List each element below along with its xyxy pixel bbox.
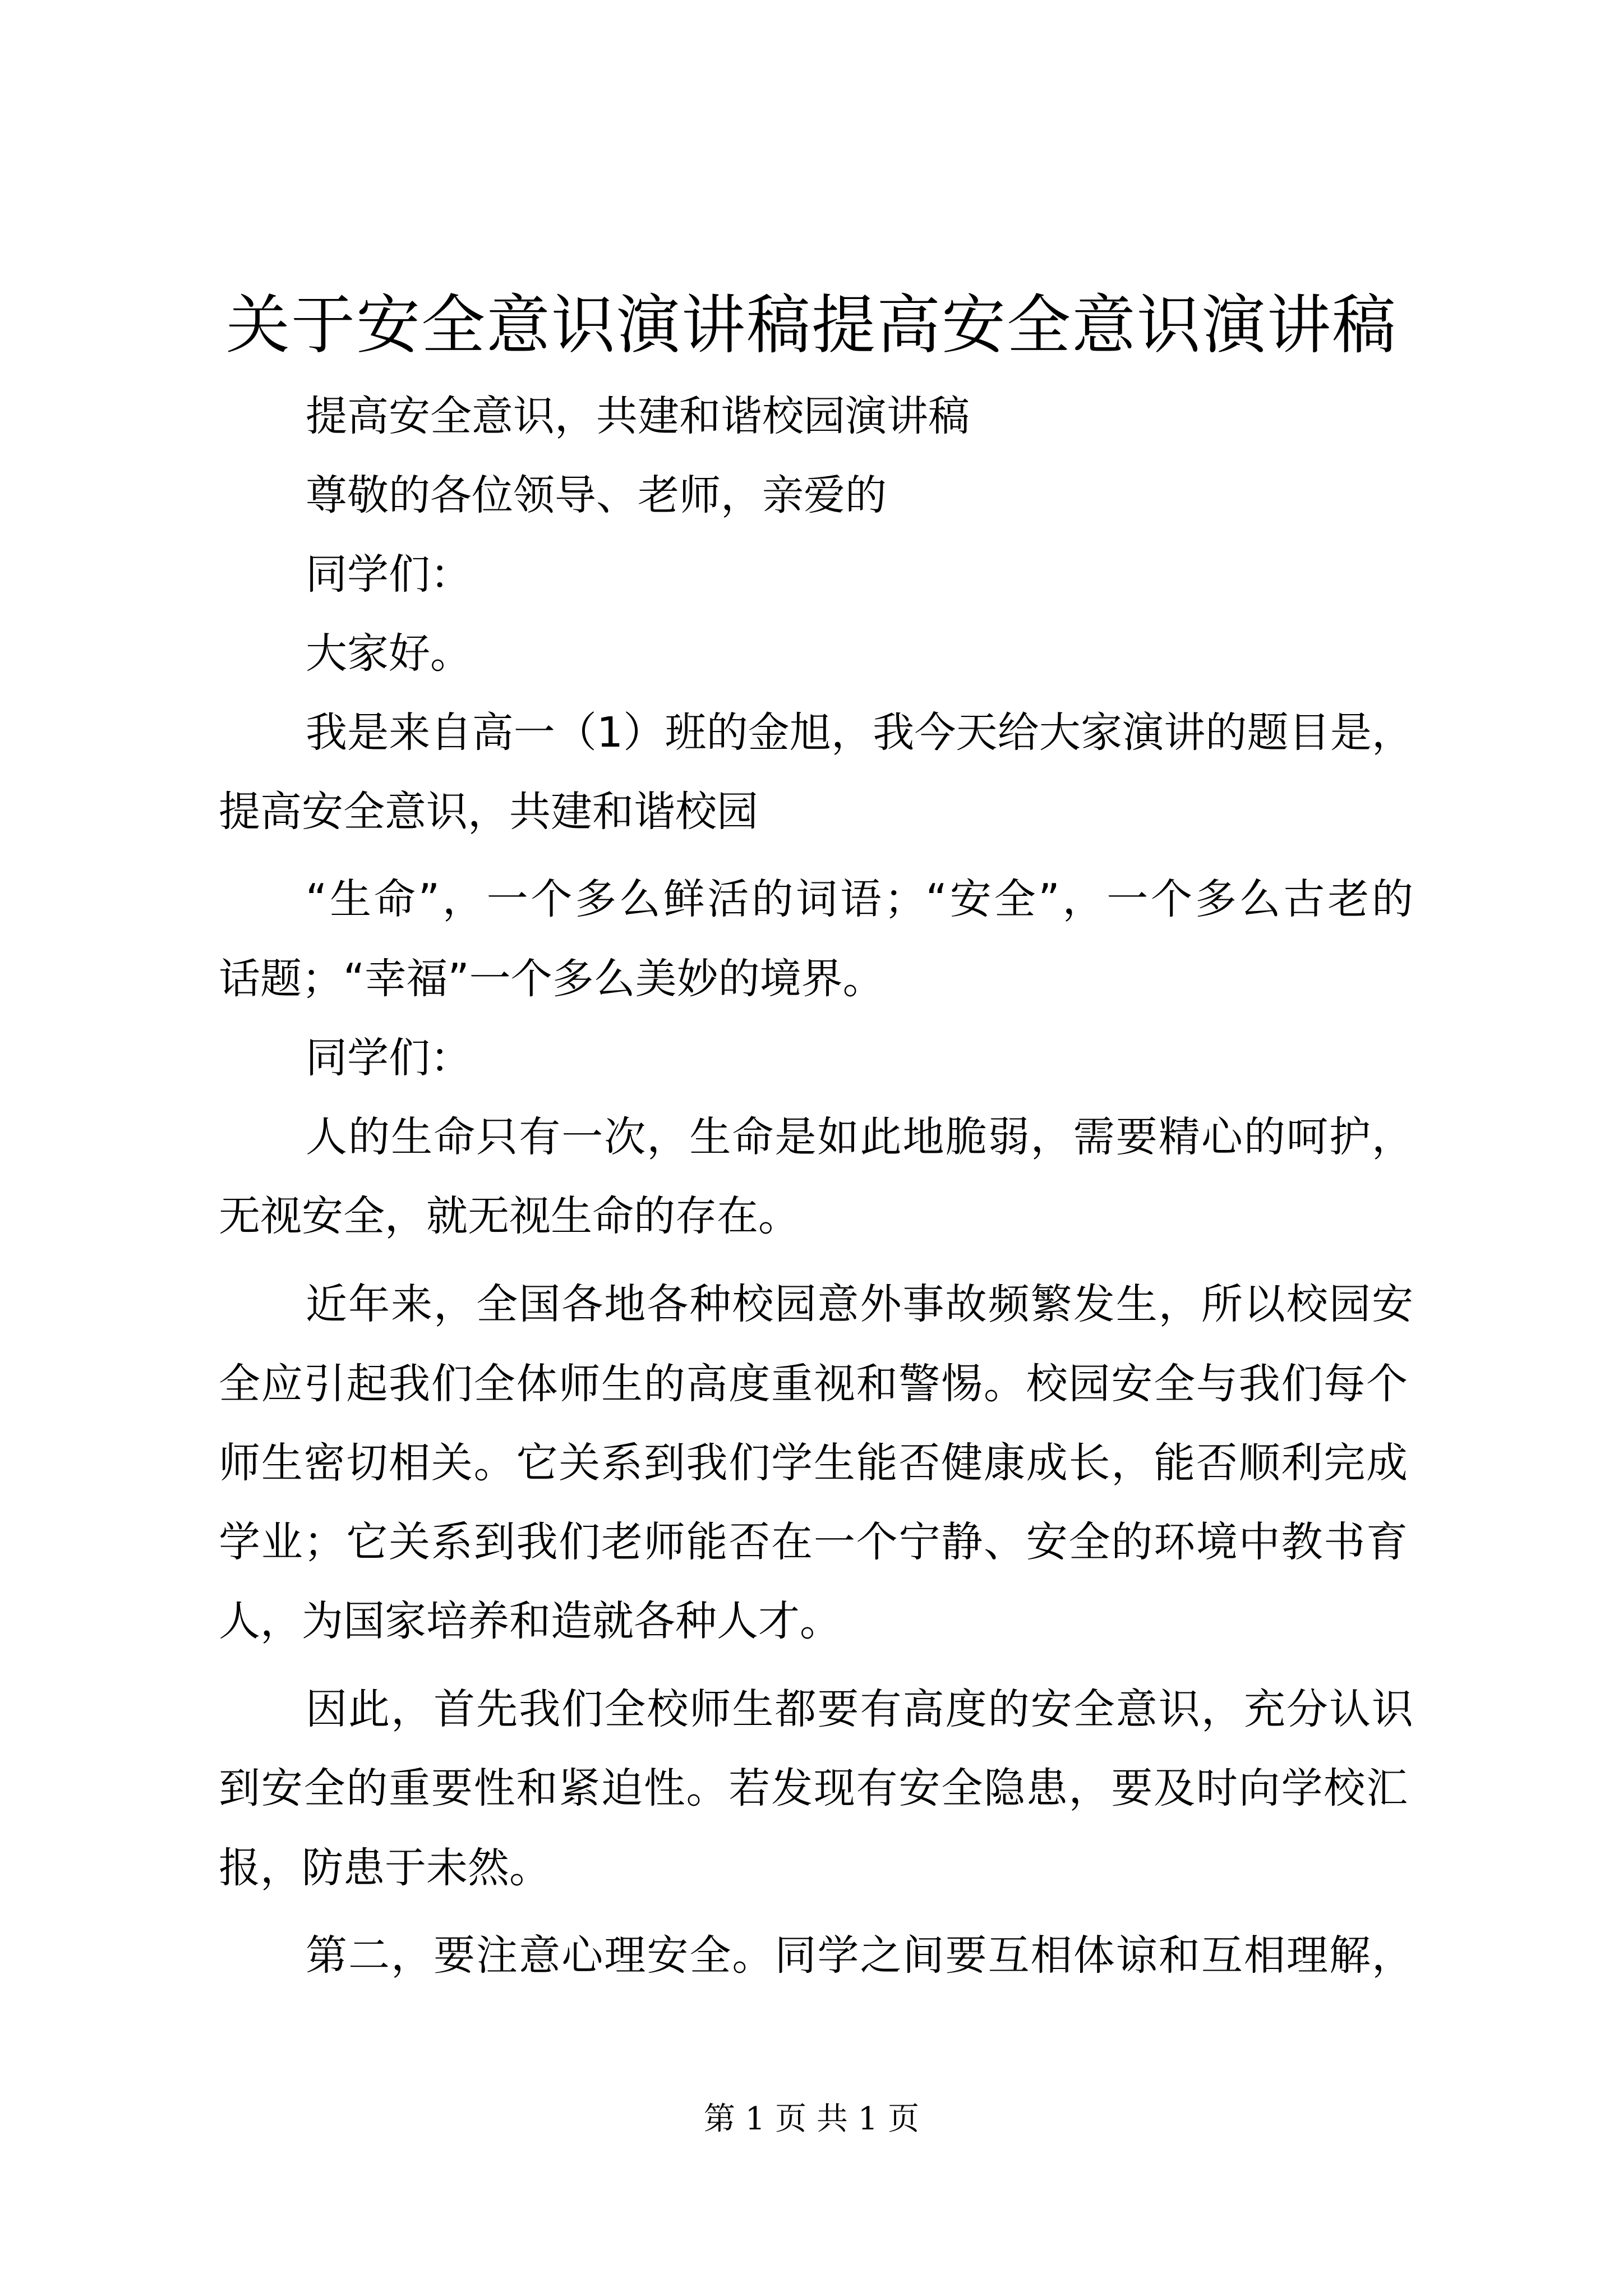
body-line: 同学们： [306, 1034, 472, 1082]
body-line: “生命”，一个多么鲜活的词语；“安全”，一个多么古老的 [306, 875, 1413, 923]
salutation-line: 尊敬的各位领导、老师，亲爱的 [306, 471, 887, 519]
body-line: 话题；“幸福”一个多么美妙的境界。 [219, 955, 884, 1003]
page-footer: 第 1 页 共 1 页 [703, 2101, 920, 2137]
body-line: 全应引起我们全体师生的高度重视和警惕。校园安全与我们每个 [219, 1360, 1408, 1408]
body-line: 师生密切相关。它关系到我们学生能否健康成长，能否顺利完成 [219, 1439, 1408, 1487]
body-line: 近年来，全国各地各种校园意外事故频繁发生，所以校园安 [306, 1280, 1413, 1328]
body-line: 无视安全，就无视生命的存在。 [219, 1192, 800, 1240]
document-title: 关于安全意识演讲稿提高安全意识演讲稿 [225, 288, 1397, 362]
body-line: 报，防患于未然。 [219, 1844, 551, 1892]
subtitle-line: 提高安全意识，共建和谐校园演讲稿 [306, 392, 970, 440]
body-line: 人，为国家培养和造就各种人才。 [219, 1597, 841, 1645]
body-line: 提高安全意识，共建和谐校园 [219, 788, 758, 836]
body-line: 学业；它关系到我们老师能否在一个宁静、安全的环境中教书育 [219, 1518, 1408, 1566]
body-line: 第二，要注意心理安全。同学之间要互相体谅和互相理解， [306, 1931, 1413, 1980]
greeting-line: 大家好。 [306, 629, 472, 678]
salutation-line: 同学们： [306, 550, 472, 599]
body-line: 到安全的重要性和紧迫性。若发现有安全隐患，要及时向学校汇 [219, 1764, 1408, 1812]
body-line: 因此，首先我们全校师生都要有高度的安全意识，充分认识 [306, 1685, 1413, 1733]
body-line: 我是来自高一（1）班的金旭，我今天给大家演讲的题目是， [306, 708, 1413, 757]
body-line: 人的生命只有一次，生命是如此地脆弱，需要精心的呵护， [306, 1113, 1413, 1161]
